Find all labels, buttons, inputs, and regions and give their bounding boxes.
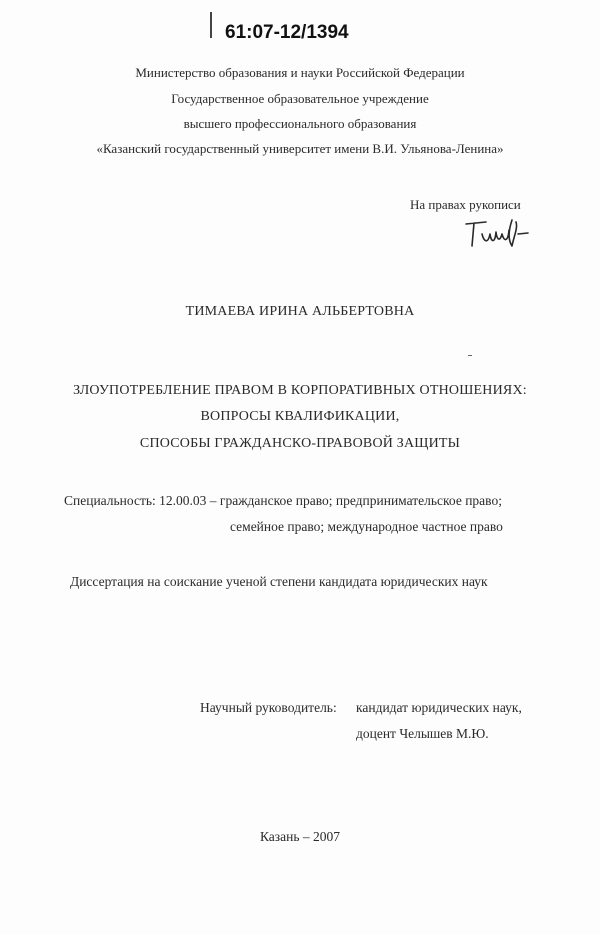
manuscript-rights-note: На правах рукописи: [410, 197, 521, 212]
supervisor-name: доцент Челышев М.Ю.: [356, 726, 489, 741]
thesis-title-line-2: ВОПРОСЫ КВАЛИФИКАЦИИ,: [200, 409, 400, 424]
specialty-line-1: Специальность: 12.00.03 – гражданское право; предпринимательское право;: [64, 493, 502, 508]
institution-line: Государственное образовательное учреждение: [171, 91, 429, 106]
supervisor-title: кандидат юридических наук,: [356, 700, 522, 715]
education-level-line: высшего профессионального образования: [183, 116, 417, 131]
city-year-footer: Казань – 2007: [259, 829, 341, 844]
catalog-number-stamp: 61:07-12/1394: [225, 22, 349, 43]
thesis-title-line-3: СПОСОБЫ ГРАЖДАНСКО-ПРАВОВОЙ ЗАЩИТЫ: [139, 436, 461, 451]
thesis-title-line-1: ЗЛОУПОТРЕБЛЕНИЕ ПРАВОМ В КОРПОРАТИВНЫХ ОТНОШЕНИЯХ:: [73, 383, 527, 398]
handwritten-signature-icon: [462, 216, 532, 250]
stamp-tick-mark: [210, 12, 212, 38]
ministry-line: Министерство образования и науки Российской Федерации: [135, 65, 465, 80]
degree-statement: Диссертация на соискание ученой степени кандидата юридических наук: [70, 574, 488, 589]
university-name-line: «Казанский государственный университет имени В.И. Ульянова-Ленина»: [96, 141, 504, 156]
author-name: ТИМАЕВА ИРИНА АЛЬБЕРТОВНА: [185, 304, 415, 319]
specialty-line-2: семейное право; международное частное право: [230, 519, 503, 534]
scan-speck: [468, 355, 472, 356]
supervisor-label: Научный руководитель:: [200, 700, 337, 715]
